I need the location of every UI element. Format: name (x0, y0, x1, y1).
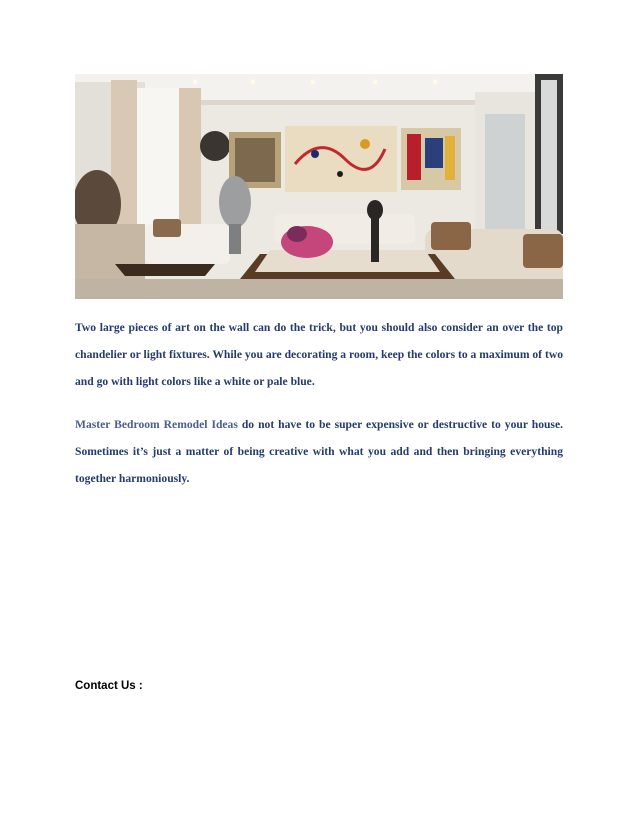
remodel-ideas-link[interactable]: Master Bedroom Remodel Ideas (75, 418, 238, 431)
living-room-photo (75, 74, 563, 299)
paragraph-text: Two large pieces of art on the wall can do the trick, but you should also consider an over the top chandelier or light fixtures. While you are decorating a room, keep the colors to a maximum of two and go with light colors like a white or pale blue. (75, 321, 563, 388)
paragraph-text: do not have to be super expensive or destructive to your house. Sometimes it’s just a matter of being creative with what you add and then bringing everything together harmoniously. (75, 418, 563, 485)
paragraph-decorating-tips (75, 314, 563, 395)
contact-us-label: Contact Us : (75, 680, 143, 692)
paragraph-remodel-ideas (75, 411, 563, 492)
